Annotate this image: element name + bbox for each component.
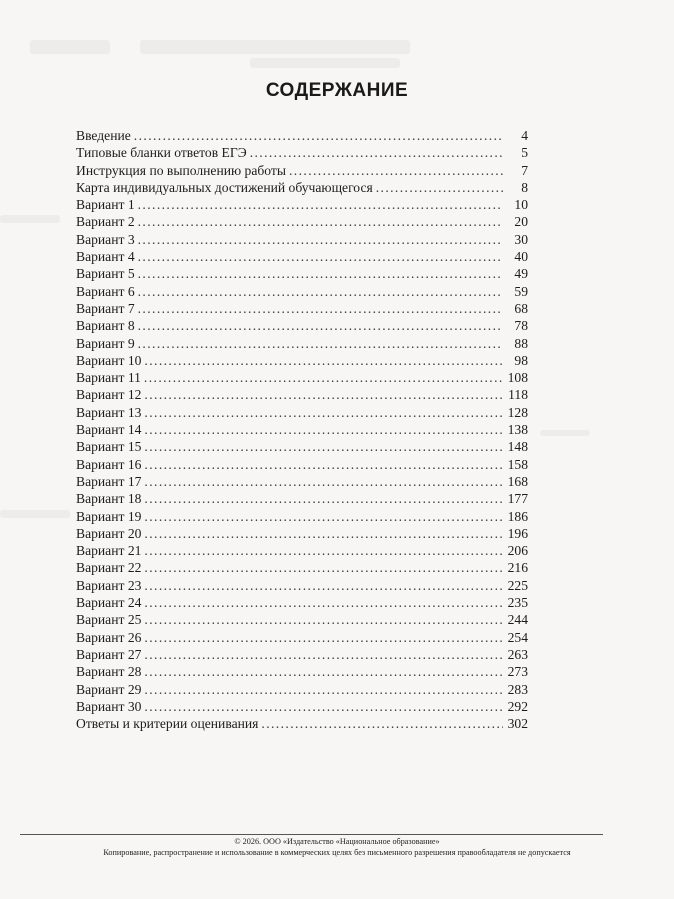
toc-dot-leader	[144, 663, 503, 680]
toc-entry-page-number: 235	[507, 595, 528, 611]
toc-entry-label: Вариант 5	[76, 266, 135, 282]
toc-entry-page-number: 206	[507, 543, 528, 559]
toc-dot-leader	[144, 698, 503, 715]
toc-entry-label: Вариант 20	[76, 525, 142, 541]
toc-entry	[76, 421, 528, 438]
toc-entry-page-number: 302	[507, 716, 528, 732]
toc-entry-page-number: 177	[507, 491, 528, 507]
toc-entry-page-number: 98	[514, 352, 528, 368]
toc-entry-page-number: 40	[514, 249, 528, 265]
bleed-through-mark	[0, 215, 60, 223]
toc-entry-page-number: 186	[507, 508, 528, 524]
toc-entry	[76, 698, 528, 715]
toc-entry-label: Вариант 1	[76, 197, 135, 213]
toc-entry-label: Вариант 18	[76, 491, 142, 507]
toc-dot-leader	[144, 629, 503, 646]
toc-entry-label: Вариант 15	[76, 439, 142, 455]
toc-dot-leader	[144, 559, 503, 576]
toc-entry	[76, 213, 528, 230]
toc-entry-label: Вариант 9	[76, 335, 135, 351]
toc-entry	[76, 144, 528, 161]
toc-entry-page-number: 68	[514, 300, 528, 316]
toc-entry-page-number: 158	[507, 456, 528, 472]
toc-entry-page-number: 8	[521, 179, 528, 195]
toc-entry-page-number: 263	[507, 646, 528, 662]
toc-entry-page-number: 216	[507, 560, 528, 576]
toc-entry-label: Вариант 19	[76, 508, 142, 524]
toc-dot-leader	[138, 283, 503, 300]
toc-entry-label: Вариант 24	[76, 595, 142, 611]
toc-entry-page-number: 30	[514, 231, 528, 247]
toc-dot-leader	[138, 300, 503, 317]
toc-entry-page-number: 10	[514, 197, 528, 213]
toc-entry-label: Вариант 8	[76, 318, 135, 334]
toc-dot-leader	[144, 525, 503, 542]
toc-dot-leader	[138, 196, 503, 213]
toc-dot-leader	[138, 265, 503, 282]
toc-dot-leader	[144, 508, 503, 525]
toc-dot-leader	[144, 404, 503, 421]
toc-entry	[76, 438, 528, 455]
toc-dot-leader	[144, 369, 503, 386]
toc-entry	[76, 611, 528, 628]
toc-entry-page-number: 7	[521, 162, 528, 178]
toc-entry	[76, 179, 528, 196]
toc-entry	[76, 248, 528, 265]
toc-entry-page-number: 244	[507, 612, 528, 628]
toc-entry	[76, 508, 528, 525]
toc-entry	[76, 369, 528, 386]
toc-entry	[76, 386, 528, 403]
toc-entry-label: Вариант 16	[76, 456, 142, 472]
toc-entry	[76, 404, 528, 421]
toc-dot-leader	[144, 611, 503, 628]
toc-dot-leader	[261, 715, 503, 732]
toc-entry	[76, 162, 528, 179]
toc-entry-label: Введение	[76, 128, 131, 143]
toc-entry-label: Вариант 23	[76, 577, 142, 593]
table-of-contents	[76, 127, 528, 732]
toc-entry-page-number: 292	[507, 698, 528, 714]
toc-entry-label: Вариант 11	[76, 370, 141, 386]
toc-entry-label: Вариант 26	[76, 629, 142, 645]
toc-entry	[76, 283, 528, 300]
toc-entry-page-number: 148	[507, 439, 528, 455]
toc-entry	[76, 629, 528, 646]
toc-entry-label: Вариант 25	[76, 612, 142, 628]
toc-entry-label: Типовые бланки ответов ЕГЭ	[76, 145, 247, 161]
toc-entry	[76, 681, 528, 698]
toc-entry-page-number: 128	[507, 404, 528, 420]
toc-dot-leader	[144, 386, 503, 403]
toc-entry-page-number: 78	[514, 318, 528, 334]
toc-entry-label: Вариант 7	[76, 300, 135, 316]
toc-entry-label: Вариант 4	[76, 249, 135, 265]
toc-entry-page-number: 59	[514, 283, 528, 299]
toc-entry-page-number: 108	[507, 370, 528, 386]
toc-dot-leader	[144, 577, 503, 594]
toc-entry-page-number: 225	[507, 577, 528, 593]
toc-entry-label: Инструкция по выполнению работы	[76, 162, 286, 178]
toc-entry-page-number: 138	[507, 422, 528, 438]
toc-entry	[76, 127, 528, 144]
toc-entry-label: Вариант 12	[76, 387, 142, 403]
toc-entry	[76, 715, 528, 732]
toc-entry	[76, 542, 528, 559]
toc-entry-page-number: 5	[521, 145, 528, 161]
toc-entry	[76, 196, 528, 213]
toc-entry-label: Карта индивидуальных достижений обучающегося	[76, 179, 373, 195]
toc-entry-page-number: 118	[508, 387, 528, 403]
toc-entry	[76, 317, 528, 334]
toc-entry-page-number: 273	[507, 664, 528, 680]
bleed-through-mark	[250, 58, 400, 68]
toc-entry-label: Вариант 13	[76, 404, 142, 420]
toc-entry	[76, 352, 528, 369]
toc-entry-label: Вариант 21	[76, 543, 142, 559]
toc-entry-page-number: 196	[507, 525, 528, 541]
toc-dot-leader	[138, 231, 503, 248]
toc-entry-label: Вариант 22	[76, 560, 142, 576]
toc-entry-label: Вариант 27	[76, 646, 142, 662]
toc-entry	[76, 663, 528, 680]
toc-entry-label: Ответы и критерии оценивания	[76, 716, 259, 732]
toc-dot-leader	[144, 594, 503, 611]
footer-rights-notice: Копирование, распространение и использование в коммерческих целях без письменного разрешения правообладателя не допускается	[103, 848, 571, 857]
toc-dot-leader	[138, 213, 503, 230]
toc-entry	[76, 646, 528, 663]
toc-dot-leader	[138, 317, 503, 334]
footer-copyright: © 2026. ООО «Издательство «Национальное образование»	[234, 837, 440, 846]
toc-entry-page-number: 20	[514, 214, 528, 230]
toc-dot-leader	[144, 421, 503, 438]
toc-entry-label: Вариант 17	[76, 473, 142, 489]
toc-entry-label: Вариант 30	[76, 698, 142, 714]
toc-entry-label: Вариант 28	[76, 664, 142, 680]
toc-entry-label: Вариант 10	[76, 352, 142, 368]
bleed-through-mark	[0, 510, 70, 518]
toc-entry-label: Вариант 2	[76, 214, 135, 230]
toc-entry	[76, 456, 528, 473]
toc-dot-leader	[144, 352, 503, 369]
toc-entry-page-number: 254	[507, 629, 528, 645]
toc-dot-leader	[144, 646, 503, 663]
toc-entry-page-number: 168	[507, 473, 528, 489]
toc-entry	[76, 300, 528, 317]
toc-dot-leader	[289, 162, 503, 179]
bleed-through-mark	[140, 40, 410, 54]
bleed-through-mark	[540, 430, 590, 436]
toc-entry-label: Вариант 29	[76, 681, 142, 697]
toc-entry-label: Вариант 6	[76, 283, 135, 299]
page-title: СОДЕРЖАНИЕ	[265, 80, 409, 101]
toc-entry	[76, 265, 528, 282]
toc-dot-leader	[144, 456, 503, 473]
toc-entry-label: Вариант 14	[76, 422, 142, 438]
toc-dot-leader	[138, 335, 503, 352]
footer-divider	[20, 834, 603, 835]
bleed-through-mark	[30, 40, 110, 54]
toc-dot-leader	[138, 248, 503, 265]
toc-entry	[76, 594, 528, 611]
toc-entry	[76, 231, 528, 248]
toc-dot-leader	[134, 127, 503, 144]
toc-entry-page-number: 49	[514, 266, 528, 282]
toc-entry-page-number: 283	[507, 681, 528, 697]
toc-dot-leader	[250, 144, 503, 161]
toc-entry	[76, 490, 528, 507]
toc-dot-leader	[144, 542, 503, 559]
toc-dot-leader	[144, 490, 503, 507]
toc-entry-label: Вариант 3	[76, 231, 135, 247]
toc-entry	[76, 577, 528, 594]
toc-dot-leader	[376, 179, 503, 196]
toc-dot-leader	[144, 473, 503, 490]
toc-entry	[76, 559, 528, 576]
toc-entry	[76, 473, 528, 490]
toc-dot-leader	[144, 438, 503, 455]
toc-dot-leader	[144, 681, 503, 698]
toc-entry	[76, 335, 528, 352]
toc-entry	[76, 525, 528, 542]
toc-entry-page-number: 88	[514, 335, 528, 351]
toc-entry-page-number: 4	[521, 128, 528, 143]
